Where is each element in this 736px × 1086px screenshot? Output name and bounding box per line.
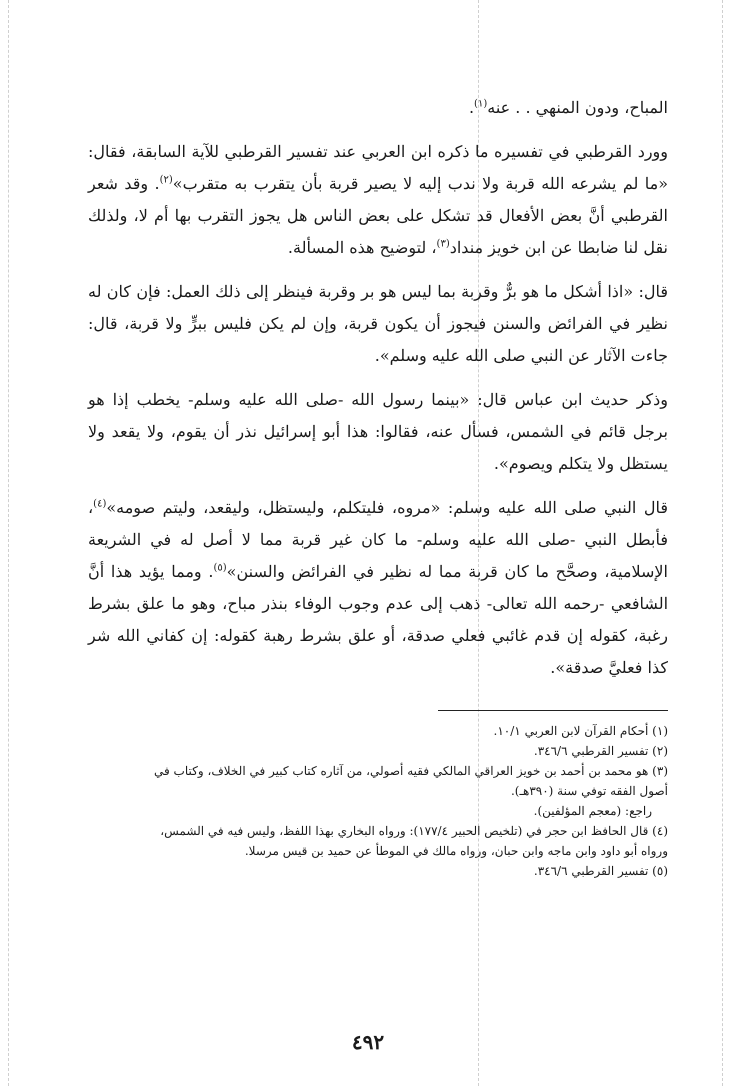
line-text: الشريعة الإسلامية، وصحَّح ما كان قربة مما له نظير في الفرائض والسنن»	[88, 530, 668, 581]
footnote-ref-3[interactable]: (٣)	[436, 238, 450, 250]
line-text: بها أم لا، ولذلك نقل لنا ضابطا عن ابن خويز منداد	[88, 206, 668, 257]
line-text: .	[468, 98, 475, 117]
line-text: ، فأبطل النبي -صلى الله عليه وسلم- ما كان غير قربة مما لا أصل له في	[88, 498, 668, 549]
footnote-2: (٢) تفسير القرطبي ٣٤٦/٦.	[533, 744, 668, 758]
line-text: كان له نظير في الفرائض والسنن فيجوز أن يكون قربة، وإن لم يكن فليس ببرٍّ ولا	[88, 282, 669, 333]
paragraph-4	[88, 384, 668, 480]
page-number: ٤٩٢	[351, 1030, 385, 1054]
footnote-4-cont: ورواه أبو داود وابن ماجه وابن حبان، ورواه مالك في الموطأ عن حميد بن قيس مرسلا.	[244, 844, 668, 858]
footnote-3-cont: أصول الفقه توفي سنة (٣٩٠هـ).	[510, 784, 668, 798]
footnote-ref-2[interactable]: (٢)	[159, 174, 173, 186]
line-text: .	[154, 174, 160, 193]
line-text: رهبة كقوله: إن كفاني الله شر كذا فعليَّ صدقة».	[88, 626, 668, 677]
footnote-3-ref: راجع: (معجم المؤلفين).	[533, 804, 652, 818]
line-text: قال النبي صلى الله عليه وسلم: «مروه، فليتكلم، وليستظل، وليقعد، وليتم	[162, 498, 668, 517]
page-guide-right	[722, 0, 723, 1086]
footnotes	[88, 721, 668, 881]
line-text: فقال: «ما لم يشرعه الله قربة ولا ندب إليه لا يصير قربة بأن يتقرب به متقرب»	[88, 142, 669, 193]
line-text: صومه»	[106, 498, 156, 517]
paragraph-2	[88, 136, 668, 264]
line-text: ومما يؤيد هذا أنَّ الشافعي -رحمه الله تعالى- ذهب إلى عدم وجوب الوفاء بنذر	[88, 562, 669, 613]
line-text: المباح، ودون المنهي . . عنه	[487, 98, 668, 117]
line-text: .	[208, 562, 214, 581]
line-text: وقد شعر القرطبي أنَّ بعض الأفعال قد تشكل على بعض الناس هل يجوز التقرب	[88, 174, 668, 225]
paragraph-5	[88, 492, 668, 684]
page-guide-left	[8, 0, 9, 1086]
paragraph-1	[88, 92, 668, 124]
footnote-ref-1[interactable]: (١)	[474, 98, 488, 110]
line-text: إذا هو برجل قائم في الشمس، فسأل عنه، فقالوا: هذا أبو إسرائيل نذر أن يقوم،	[88, 390, 669, 441]
footnote-4: (٤) قال الحافظ ابن حجر في (تلخيص الحبير ١٧٧/٤): ورواه البخاري بهذا اللفظ، وليس فيه في الشمس،	[160, 824, 668, 838]
line-text: قال: «اذا أشكل ما هو برٌّ وقربة بما ليس هو بر وقربة فينظر إلى ذلك العمل: فإن	[136, 282, 669, 301]
line-text: وذكر حديث ابن عباس قال: «بينما رسول الله -صلى الله عليه وسلم- يخطب	[136, 390, 669, 409]
line-text: قربة، قال: جاءت الآثار عن النبي صلى الله عليه وسلم».	[88, 314, 668, 365]
line-text: ، لتوضيح هذه المسألة.	[287, 238, 437, 257]
page-body	[88, 92, 668, 881]
paragraph-3	[88, 276, 668, 372]
footnote-1: (١) أحكام القرآن لابن العربي ١٠/١.	[493, 724, 668, 738]
line-text: ولا يقعد ولا يستظل ولا يتكلم ويصوم».	[88, 422, 668, 473]
footnote-ref-5[interactable]: (٥)	[213, 562, 227, 574]
footnote-3: (٣) هو محمد بن أحمد بن خويز العراقي المالكي فقيه أصولي، من آثاره كتاب كبير في الخلاف، وكتاب في	[154, 764, 668, 778]
line-text: مباح، وهو ما علق بشرط رغبة، كقوله إن قدم غائبي فعلي صدقة، أو علق بشرط	[88, 594, 668, 645]
footnote-divider	[438, 710, 668, 711]
footnote-5: (٥) تفسير القرطبي ٣٤٦/٦.	[533, 864, 668, 878]
footnote-ref-4[interactable]: (٤)	[93, 498, 107, 510]
line-text: وورد القرطبي في تفسيره ما ذكره ابن العربي عند تفسير القرطبي للآية السابقة،	[131, 142, 668, 161]
